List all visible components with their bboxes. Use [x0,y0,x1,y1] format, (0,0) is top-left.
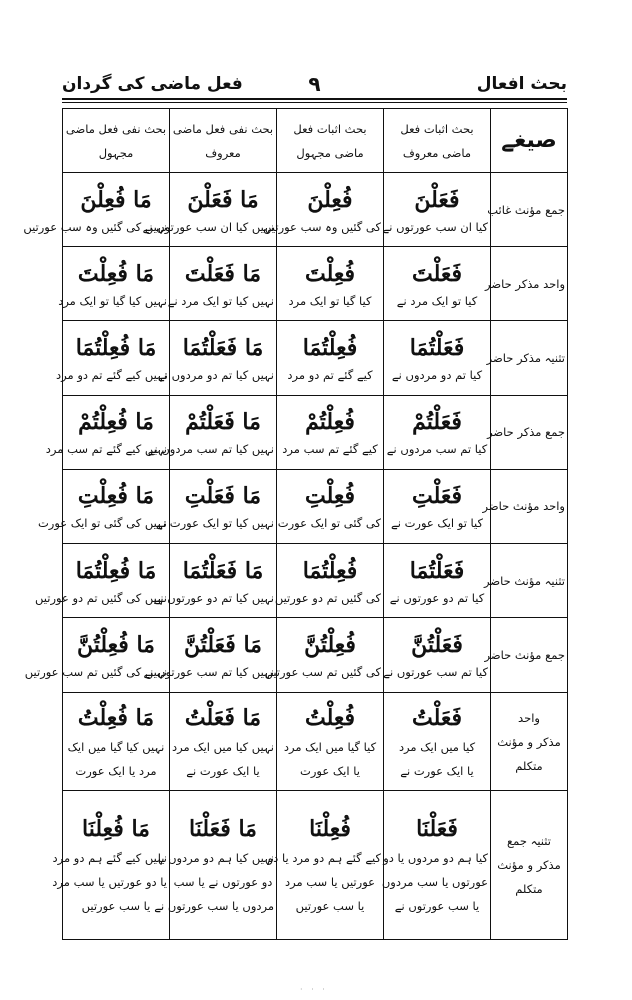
urdu-meaning: کی گئی تو ایک عورت [277,516,381,531]
form-label: تثنیہ مؤنث حاضر [484,573,565,588]
table-row [63,791,568,940]
arabic-verb-form: فُعِلْتُمْ [305,409,355,436]
urdu-meaning: مردوں یا سب عورتوں نے [154,899,274,914]
form-label-cell [486,321,568,395]
conjugation-cell [143,618,277,692]
conjugation-cell [267,791,384,940]
arabic-verb-form: مَا فُعِلْتُمْ [78,409,154,436]
conjugation-cell [384,469,491,543]
form-label: مذکر و مؤنث [497,858,561,873]
urdu-meaning: کیا تم سب عورتوں نے [383,664,488,679]
column-header-text: ماضی مجہول [296,145,364,160]
urdu-meaning: نہیں کیا ان سب عورتوں نے [142,219,274,234]
conjugation-cell [154,791,277,940]
arabic-verb-form: فَعَلْتُ [411,704,462,731]
arabic-verb-form: فَعَلْتُمَا [409,557,465,584]
conjugation-cell [384,247,491,321]
header-rule [62,98,567,100]
form-label: تثنیہ مذکر حاضر [486,351,565,366]
column-header-past-active [384,109,491,173]
arabic-verb-form: فُعِلْنَ [307,186,353,213]
urdu-meaning: نہیں کیے گئے ہم دو مرد [52,851,167,866]
urdu-meaning: یا ایک عورت نے [186,763,260,778]
form-label: جمع مؤنث حاضر [484,647,565,662]
arabic-verb-form: فُعِلْتُنَّ [304,631,356,658]
form-label-cell [485,247,568,321]
urdu-meaning: کیے گئے ہم دو مرد یا دو [267,851,381,866]
conjugation-cell [384,321,491,395]
conjugation-cell [263,173,384,247]
form-label: واحد مذکر حاضر [485,276,565,291]
conjugation-cell [264,618,384,692]
conjugation-cell [277,395,384,469]
urdu-meaning: دو عورتوں نے یا سب [173,875,273,890]
urdu-meaning: یا دو عورتیں یا سب مرد [52,875,167,890]
arabic-verb-form: فَعَلْتُنَّ [411,631,463,658]
arabic-verb-form: مَا فُعِلْتِ [77,483,155,510]
arabic-verb-form: مَا فَعَلْتُ [184,704,262,731]
urdu-meaning: نہیں کیا تم سب مردوں نے [147,442,274,457]
urdu-meaning: کیا گیا میں ایک مرد [283,739,377,754]
arabic-verb-form: فَعَلْتُمْ [412,409,462,436]
arabic-verb-form: فُعِلْنَا [309,816,351,843]
conjugation-cell [384,618,491,692]
urdu-meaning: مرد یا ایک عورت [75,763,157,778]
arabic-verb-form: مَا فُعِلْتُمَا [75,335,157,362]
arabic-verb-form: مَا فُعِلْتَ [77,260,155,287]
arabic-verb-form: فُعِلْتُ [304,704,355,731]
urdu-meaning: کیے گئے تم دو مرد [287,368,373,383]
conjugation-cell [56,321,170,395]
conjugation-cell [384,692,491,791]
urdu-meaning: نہیں کیا گیا تو ایک مرد [58,293,167,308]
urdu-meaning: عورتوں یا سب مردوں [381,875,488,890]
column-header-text: معروف [205,145,241,160]
arabic-verb-form: فَعَلْتُمَا [409,335,465,362]
table-header-row [63,109,568,173]
urdu-meaning: کی گئیں تم دو عورتیں [274,590,381,605]
urdu-meaning: نہیں کیا تم دو مردوں نے [158,368,274,383]
table-row [63,173,568,247]
conjugation-table [23,108,568,940]
urdu-meaning: کی گئیں وہ سب عورتیں [263,219,381,234]
conjugation-cell [37,469,170,543]
urdu-meaning: نہیں کیا ہم دو مردوں یا [157,851,274,866]
urdu-meaning: کیے گئے تم سب مرد [282,442,378,457]
urdu-meaning: کیا میں ایک مرد [398,739,476,754]
arabic-verb-form: مَا فَعَلْتُمَا [182,557,264,584]
table-row [63,469,568,543]
form-label: متکلم [515,882,543,897]
urdu-meaning: کیا تو ایک مرد نے [396,293,478,308]
urdu-meaning: نہیں کیا میں ایک مرد [172,739,274,754]
urdu-meaning: نہیں کیا تم سب عورتوں نے [143,664,274,679]
urdu-meaning: کیا گیا تو ایک مرد [288,293,372,308]
urdu-meaning: یا سب عورتیں [81,899,151,914]
urdu-meaning: کی گئیں تم سب عورتیں [264,664,381,679]
form-label: واحد مؤنث حاضر [482,499,565,514]
form-label: متکلم [515,758,543,773]
conjugation-cell [147,395,277,469]
column-header-text: بحث اثبات فعل [293,121,367,136]
arabic-verb-form: مَا فُعِلْنَا [82,816,150,843]
column-header-text: صیغے [501,127,557,153]
arabic-verb-form: مَا فَعَلْنَا [189,816,257,843]
table-row [63,321,568,395]
conjugation-cell [167,247,277,321]
conjugation-cell [277,692,384,791]
urdu-meaning: کیا ہم دو مردوں یا دو [383,851,488,866]
table-body [23,173,568,940]
table-row [63,395,568,469]
conjugation-cell [384,544,491,618]
column-header-text: مجہول [98,145,134,160]
urdu-meaning: نہیں کی گئیں تم دو عورتیں [35,590,167,605]
form-label-cell [487,173,568,247]
table-row [63,544,568,618]
conjugation-cell [158,321,277,395]
arabic-verb-form: مَا فُعِلْتُمَا [75,557,157,584]
conjugation-cell [58,247,170,321]
form-label-cell [491,692,568,791]
urdu-meaning: نہیں کیے گئے تم سب مرد [45,442,167,457]
urdu-meaning: یا ایک عورت [300,763,360,778]
urdu-meaning: کیا ان سب عورتوں نے [382,219,488,234]
urdu-meaning: نہیں کیا تو ایک مرد نے [167,293,274,308]
column-header-past-passive [277,109,384,173]
conjugation-cell [153,544,277,618]
conjugation-cell [384,395,491,469]
arabic-verb-form: فَعَلْنَا [416,816,458,843]
urdu-meaning: یا سب عورتیں [295,899,365,914]
form-label-cell [491,791,568,940]
urdu-meaning: یا سب عورتوں نے [394,899,480,914]
form-label: تثنیہ جمع [507,834,551,849]
urdu-meaning: یا ایک عورت نے [400,763,474,778]
arabic-verb-form: فَعَلْتَ [411,260,462,287]
column-header-text: بحث نفی فعل ماضی [65,121,167,136]
conjugation-cell [381,791,491,940]
header-rule-thin [62,102,567,103]
arabic-verb-form: مَا فُعِلْتُ [77,704,155,731]
form-label-cell [482,469,568,543]
urdu-meaning: نہیں کیا تم دو عورتوں نے [153,590,274,605]
conjugation-cell [156,469,277,543]
table-row [63,247,568,321]
arabic-verb-form: فُعِلْتَ [304,260,355,287]
arabic-verb-form: فُعِلْتُمَا [302,557,358,584]
urdu-meaning: نہیں کی گئیں تم سب عورتیں [24,664,167,679]
arabic-verb-form: مَا فُعِلْتُنَّ [77,631,155,658]
conjugation-cell [142,173,277,247]
column-header-text: بحث اثبات فعل [400,121,474,136]
scan-mark: · · · [300,985,328,994]
form-label: واحد [518,710,540,725]
table-row [63,692,568,791]
form-label-cell [484,618,568,692]
column-header-forms [491,109,568,173]
urdu-meaning: نہیں کیا تو ایک عورت نے [156,516,274,531]
form-label-cell [484,544,568,618]
conjugation-cell [277,247,384,321]
form-label-cell [487,395,568,469]
arabic-verb-form: فَعَلْنَ [414,186,460,213]
arabic-verb-form: مَا فَعَلْتِ [184,483,262,510]
urdu-meaning: نہیں کی گئیں وہ سب عورتیں [23,219,167,234]
form-label: جمع مؤنث غائب [487,202,565,217]
arabic-verb-form: مَا فُعِلْنَ [80,186,152,213]
urdu-meaning: نہیں کیا گیا میں ایک [67,739,165,754]
urdu-meaning: کیا تو ایک عورت نے [390,516,484,531]
arabic-verb-form: مَا فَعَلْتُنَّ [184,631,262,658]
section-title: فعل ماضی کی گردان [62,74,243,94]
form-label: جمع مذکر حاضر [487,425,565,440]
urdu-meaning: نہیں کی گئی تو ایک عورت [37,516,167,531]
column-header-negative-active [170,109,277,173]
arabic-verb-form: فُعِلْتِ [304,483,355,510]
urdu-meaning: کیا تم دو عورتوں نے [389,590,485,605]
page-number: ۹ [308,72,321,96]
urdu-meaning: کیا تم سب مردوں نے [386,442,488,457]
arabic-verb-form: مَا فَعَلْنَ [187,186,259,213]
conjugation-cell [63,692,170,791]
arabic-verb-form: مَا فَعَلْتُمَا [182,335,264,362]
column-header-negative-passive [63,109,170,173]
table-row [63,618,568,692]
urdu-meaning: نہیں کیے گئے تم دو مرد [56,368,167,383]
arabic-verb-form: فُعِلْتُمَا [302,335,358,362]
urdu-meaning: کیا تم دو مردوں نے [391,368,483,383]
conjugation-cell [274,544,384,618]
conjugation-cell [384,173,491,247]
conjugation-cell [277,469,384,543]
column-header-text: بحث نفی فعل ماضی [172,121,274,136]
arabic-verb-form: مَا فَعَلْتُمْ [185,409,261,436]
arabic-verb-form: فَعَلْتِ [411,483,462,510]
chapter-title: بحث افعال [476,74,567,94]
conjugation-cell [277,321,384,395]
form-label: مذکر و مؤنث [497,734,561,749]
urdu-meaning: عورتیں یا سب مرد [284,875,375,890]
conjugation-cell [170,692,277,791]
column-header-text: ماضی معروف [402,145,472,160]
arabic-verb-form: مَا فَعَلْتَ [184,260,262,287]
